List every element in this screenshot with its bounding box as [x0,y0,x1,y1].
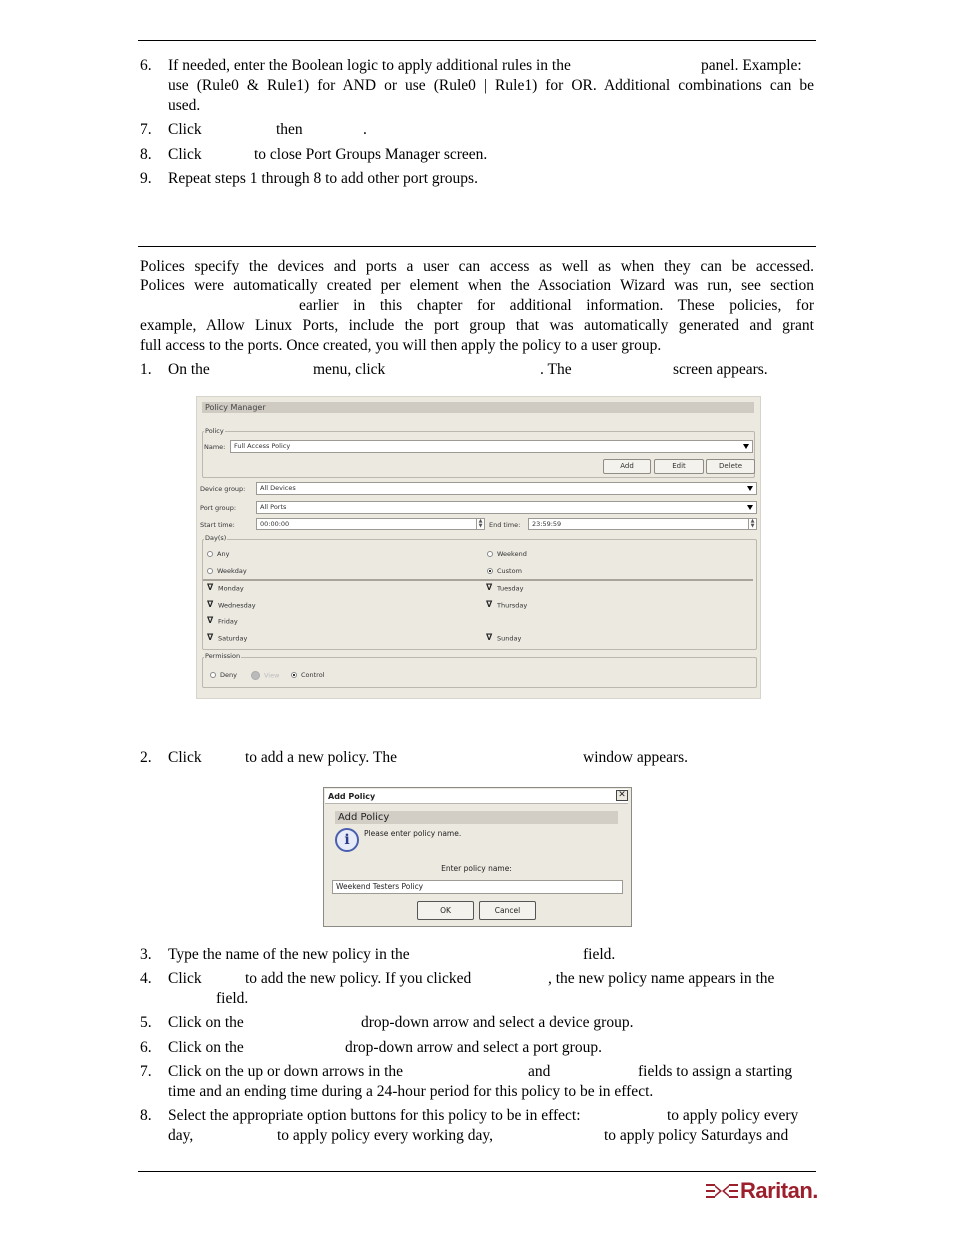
step-number: 6. [140,57,152,74]
step-text: field. [583,946,616,963]
step-number: 3. [140,946,152,963]
edit-button[interactable]: Edit [654,459,704,474]
end-time-field[interactable] [528,518,757,530]
raritan-mark-icon [706,1183,738,1199]
step-text: , the new policy name appears in the [548,970,775,987]
top-rule [138,40,816,41]
step-text: then [276,121,303,138]
chevron-down-icon [747,505,753,510]
device-group-label: Device group: [200,485,246,493]
start-time-label: Start time: [200,521,235,529]
sunday-checkbox[interactable]: ∇ Sunday [486,633,522,643]
friday-checkbox[interactable]: ∇ Friday [207,616,238,626]
view-radio[interactable]: View [251,671,279,681]
device-group-select[interactable] [256,482,757,495]
step-text: day, [168,1127,194,1144]
weekend-radio[interactable]: Weekend [487,550,527,559]
policy-name-input[interactable]: Weekend Testers Policy [332,880,623,894]
name-label: Name: [204,443,226,451]
paragraph-line: Polices were automatically created per element when the Association Wizard was run, see section [140,277,814,294]
step-text: to apply policy every [667,1107,799,1124]
step-text: to add the new policy. If you clicked [245,970,472,987]
group-label: Policy [205,427,224,435]
group-label: Day(s) [205,534,227,542]
dialog-message: Please enter policy name. [364,829,462,838]
custom-radio[interactable]: Custom [487,567,522,576]
step-text: Repeat steps 1 through 8 to add other port groups. [168,170,478,187]
step-number: 4. [140,970,152,987]
permission-group [202,657,757,688]
step-text: drop-down arrow and select a device group. [361,1014,634,1031]
selected-value: All Devices [260,484,296,492]
policy-name-select[interactable] [230,440,753,453]
step-number: 1. [140,361,152,378]
thursday-checkbox[interactable]: ∇ Thursday [486,600,528,610]
step-number: 8. [140,146,152,163]
step-number: 7. [140,121,152,138]
close-icon[interactable]: ✕ [616,790,628,801]
step-text: time and an ending time during a 24-hour period for this policy to be in effect. [168,1083,654,1100]
step-text: to apply policy every working day, [277,1127,493,1144]
step-text: Click on the up or down arrows in the [168,1063,404,1080]
monday-checkbox[interactable]: ∇ Monday [207,583,244,593]
port-group-label: Port group: [200,504,237,512]
step-text: to close Port Groups Manager screen. [254,146,488,163]
add-button[interactable]: Add [603,459,651,474]
add-policy-dialog [323,787,632,927]
step-text: panel. Example: [701,57,802,74]
spinner-icon[interactable]: ▲ ▼ [476,519,484,530]
step-text: . The [540,361,572,378]
step-text: field. [216,990,249,1007]
step-number: 2. [140,749,152,766]
chevron-down-icon [747,486,753,491]
step-text: menu, click [313,361,386,378]
info-icon: i [335,828,359,852]
any-radio[interactable]: Any [207,550,229,559]
field-value: 00:00:00 [260,520,290,528]
saturday-checkbox[interactable]: ∇ Saturday [207,633,248,643]
step-text: Click [168,970,202,987]
tuesday-checkbox[interactable]: ∇ Tuesday [486,583,524,593]
brand-name: Raritan. [740,1178,818,1203]
start-time-field[interactable] [256,518,485,530]
step-text: Click on the [168,1039,244,1056]
weekday-radio[interactable]: Weekday [207,567,247,576]
step-text: and [528,1063,551,1080]
paragraph-line: Polices specify the devices and ports a user can access as well as when they can be accessed. [140,258,814,275]
spinner-icon[interactable]: ▲ ▼ [748,519,756,530]
step-text: fields to assign a starting [638,1063,793,1080]
step-number: 6. [140,1039,152,1056]
step-text: screen appears. [673,361,768,378]
step-number: 8. [140,1107,152,1124]
section-rule [138,246,816,247]
step-text: Click on the [168,1014,244,1031]
delete-button[interactable]: Delete [706,459,755,474]
input-prompt: Enter policy name: [441,864,512,873]
control-radio[interactable]: Control [291,671,325,680]
footer-rule [138,1171,816,1172]
deny-radio[interactable]: Deny [210,671,237,680]
end-time-label: End time: [489,521,521,529]
dialog-heading: Add Policy [335,811,618,824]
divider [203,579,753,581]
days-group [202,539,757,650]
step-text: drop-down arrow and select a port group. [345,1039,602,1056]
group-label: Permission [205,652,241,660]
step-number: 7. [140,1063,152,1080]
panel-title: Policy Manager [202,402,754,413]
field-value: 23:59:59 [532,520,562,528]
dialog-title-bar: Add Policy [325,789,628,804]
step-text: to add a new policy. The [245,749,397,766]
step-text: Click [168,146,202,163]
step-text: On the [168,361,210,378]
step-text: If needed, enter the Boolean logic to apply additional rules in the [168,57,571,74]
selected-value: All Ports [260,503,287,511]
step-text: Click [168,121,202,138]
paragraph-line: example, Allow Linux Ports, include the port group that was automatically generated and grant [140,317,814,334]
paragraph-line: full access to the ports. Once created, you will then apply the policy to a user group. [140,337,662,354]
step-number: 5. [140,1014,152,1031]
paragraph-line: earlier in this chapter for additional information. These policies, for [299,297,814,314]
step-text: Type the name of the new policy in the [168,946,410,963]
ok-button[interactable]: OK [417,901,474,920]
cancel-button[interactable]: Cancel [479,901,536,920]
step-text: . [363,121,367,138]
step-number: 9. [140,170,152,187]
step-text: Click [168,749,202,766]
wednesday-checkbox[interactable]: ∇ Wednesday [207,600,256,610]
step-text: to apply policy Saturdays and [604,1127,789,1144]
chevron-down-icon [743,444,749,449]
port-group-select[interactable] [256,501,757,514]
selected-value: Full Access Policy [234,442,291,450]
step-text: used. [168,97,201,114]
policy-manager-panel [196,396,761,699]
step-text: Select the appropriate option buttons for this policy to be in effect: [168,1107,581,1124]
step-text: use (Rule0 & Rule1) for AND or use (Rule0 | Rule1) for OR. Additional combinations can be [168,77,814,94]
step-text: window appears. [583,749,689,766]
